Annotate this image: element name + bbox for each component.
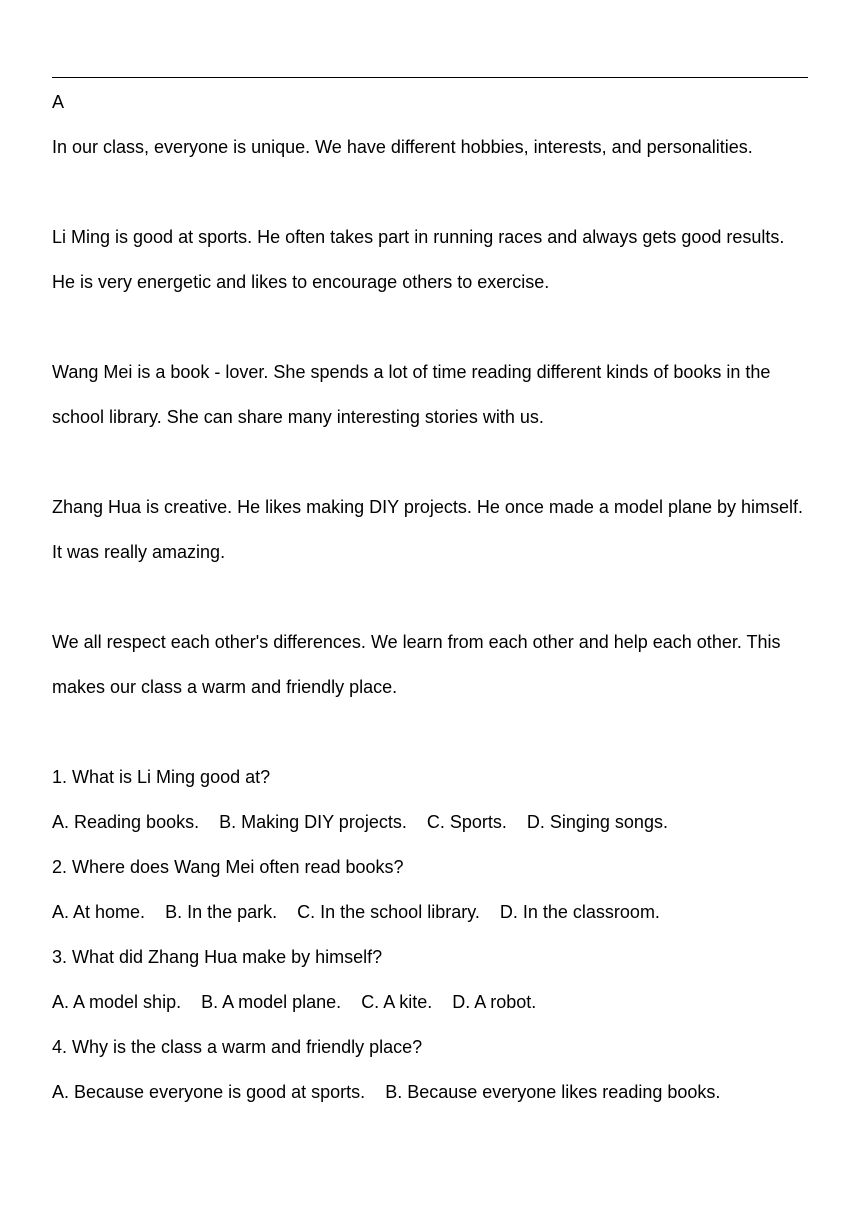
option: C. Sports. [426, 812, 507, 832]
paragraph-wang-mei-line: school library. She can share many interesting stories with us. [52, 407, 544, 427]
question-stem: 2. Where does Wang Mei often read books? [52, 857, 404, 877]
paragraph-spacer [52, 440, 832, 485]
passage-content [52, 80, 832, 1115]
section-label: A [52, 92, 65, 112]
question-options [52, 1070, 832, 1115]
paragraph-wang-mei-line: Wang Mei is a book - lover. She spends a lot of time reading different kinds of books in the [52, 362, 771, 382]
header-rule [52, 77, 808, 78]
paragraph-spacer [52, 170, 832, 215]
paragraph-zhang-hua-line: Zhang Hua is creative. He likes making DIY projects. He once made a model plane by himself. [52, 497, 804, 517]
paragraph-zhang-hua-line: It was really amazing. [52, 542, 226, 562]
paragraph-spacer [52, 305, 832, 350]
option: A. A model ship. [52, 992, 182, 1012]
question-stem: 4. Why is the class a warm and friendly place? [52, 1037, 423, 1057]
option: D. Singing songs. [526, 812, 668, 832]
option: B. In the park. [165, 902, 278, 922]
option: B. A model plane. [201, 992, 342, 1012]
option: C. A kite. [361, 992, 433, 1012]
option: A. Reading books. [52, 812, 200, 832]
passage-intro: In our class, everyone is unique. We have different hobbies, interests, and personalities. [52, 137, 753, 157]
option: A. At home. [52, 902, 146, 922]
question-options [52, 890, 832, 935]
option: B. Making DIY projects. [219, 812, 407, 832]
option: D. In the classroom. [499, 902, 660, 922]
paragraph-spacer [52, 575, 832, 620]
question-stem: 1. What is Li Ming good at? [52, 767, 271, 787]
option: B. Because everyone likes reading books. [385, 1082, 721, 1102]
paragraph-li-ming-line: Li Ming is good at sports. He often takes part in running races and always gets good results. [52, 227, 785, 247]
option: C. In the school library. [297, 902, 480, 922]
paragraph-conclusion-line: makes our class a warm and friendly place. [52, 677, 398, 697]
option: D. A robot. [452, 992, 537, 1012]
paragraph-spacer [52, 710, 832, 755]
question-stem: 3. What did Zhang Hua make by himself? [52, 947, 383, 967]
question-options [52, 800, 832, 845]
paragraph-conclusion-line: We all respect each other's differences. We learn from each other and help each other. This [52, 632, 781, 652]
paragraph-li-ming-line: He is very energetic and likes to encourage others to exercise. [52, 272, 550, 292]
option: A. Because everyone is good at sports. [52, 1082, 366, 1102]
question-options [52, 980, 832, 1025]
